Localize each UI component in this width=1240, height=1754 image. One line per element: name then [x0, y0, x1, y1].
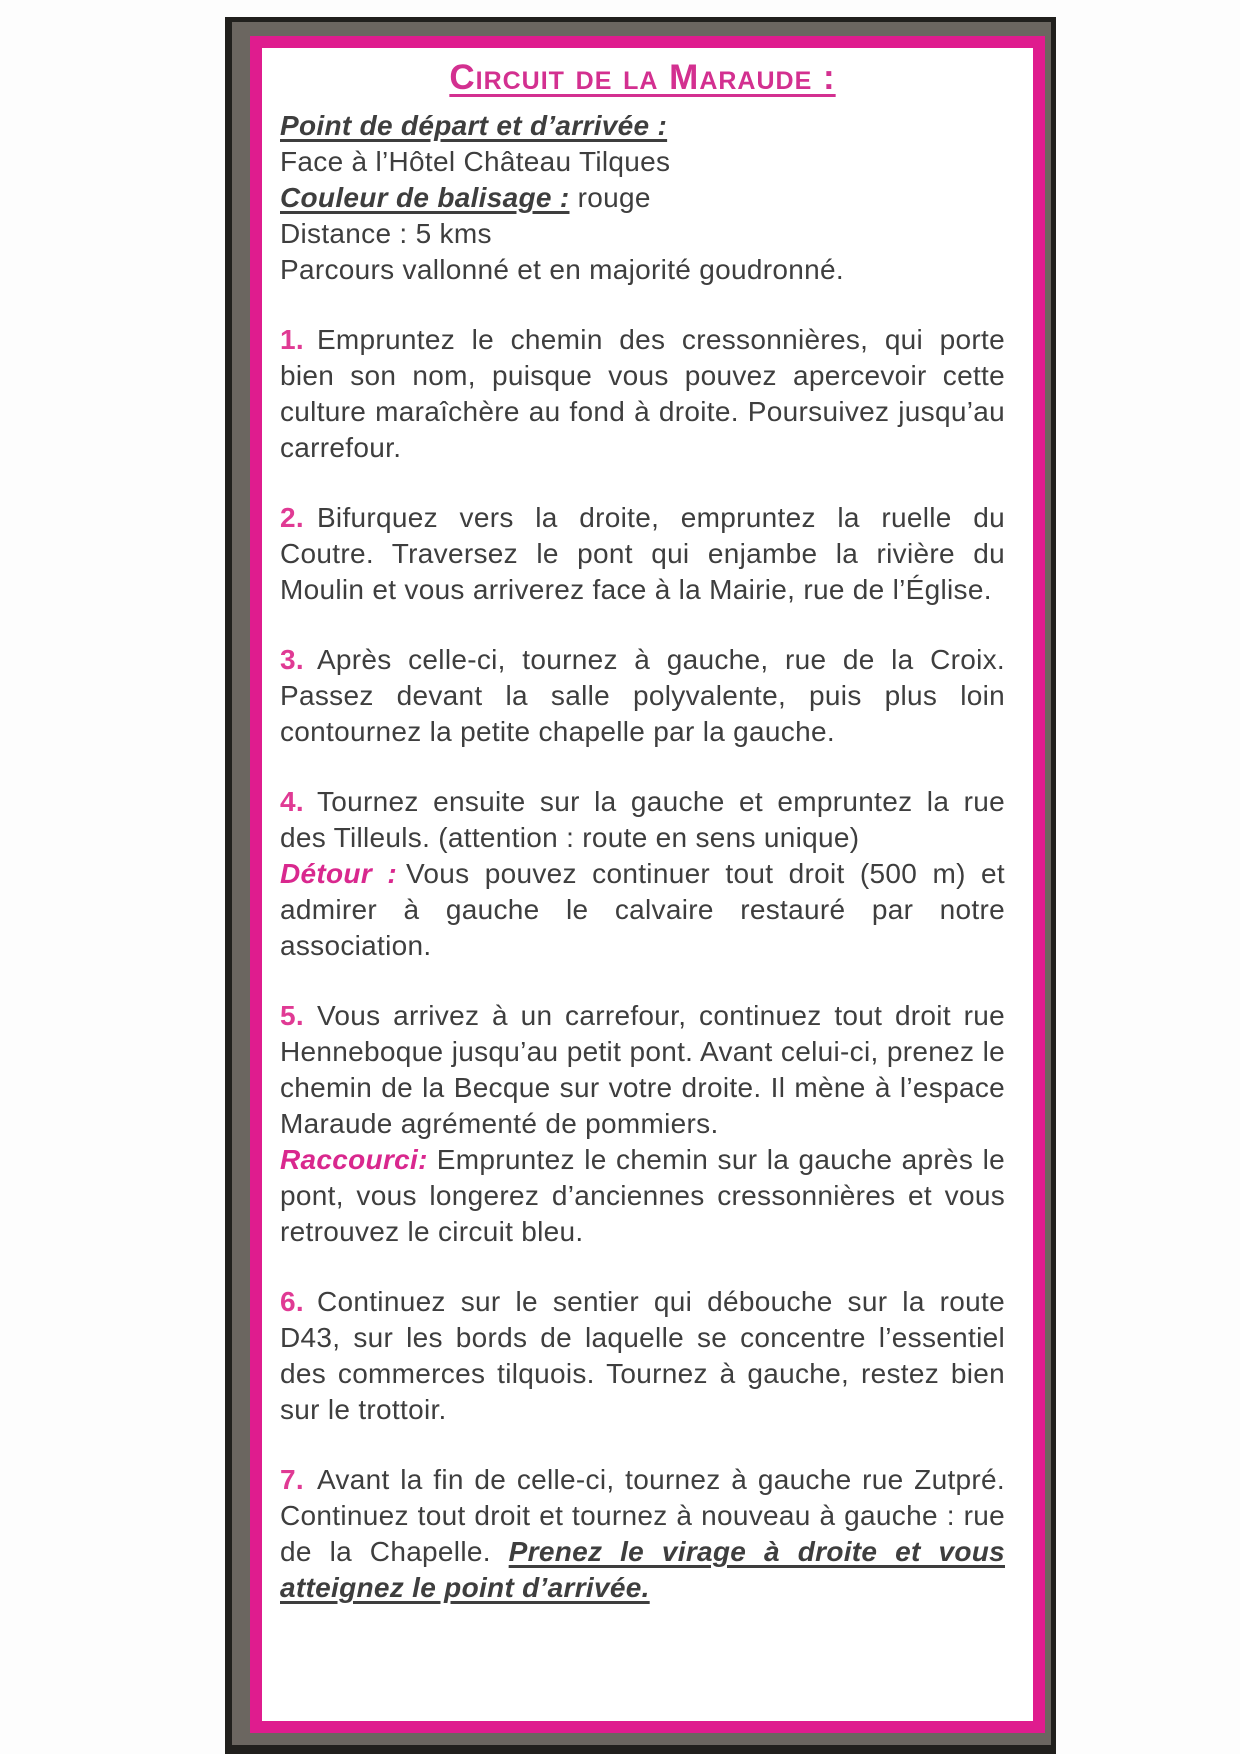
route-step-5: [280, 998, 1005, 1250]
step-text: Après celle-ci, tournez à gauche, rue de la Croix. Passez devant la salle polyvalente, puis plus loin contournez la petite chapelle par la gauche.: [280, 644, 1005, 747]
route-step-7: [280, 1462, 1005, 1606]
shortcut-note: [280, 1142, 1005, 1250]
step-number: 6.: [280, 1286, 304, 1317]
circuit-info-block: [280, 108, 1005, 288]
step-number: 1.: [280, 324, 304, 355]
detour-label: Détour :: [280, 858, 397, 889]
route-step-6: [280, 1284, 1005, 1428]
step-text: Vous arrivez à un carrefour, continuez tout droit rue Henneboque jusqu’au petit pont. Avant celui-ci, prenez le chemin de la Becque sur votre droite. Il mène à l’espace Maraude agrémenté de pommiers.: [280, 1000, 1005, 1139]
circuit-title: Circuit de la Maraude :: [449, 58, 836, 97]
route-step-1: [280, 322, 1005, 466]
terrain-line: Parcours vallonné et en majorité goudronné.: [280, 254, 844, 285]
inner-white-panel: [250, 36, 1045, 1733]
distance-line: Distance : 5 kms: [280, 218, 492, 249]
step-text: Avant la fin de celle-ci, tournez à gauche rue Zutpré. Continuez tout droit et tournez à nouveau à gauche : rue de la Chapelle.: [280, 1464, 1005, 1567]
document-frame: [225, 17, 1056, 1754]
marking-color-line: [280, 180, 1005, 216]
start-point-value: Face à l’Hôtel Château Tilques: [280, 146, 671, 177]
step-text: Tournez ensuite sur la gauche et empruntez la rue des Tilleuls. (attention : route en sens unique): [280, 786, 1005, 853]
detour-text: Vous pouvez continuer tout droit (500 m) et admirer à gauche le calvaire restauré par notre association.: [280, 858, 1005, 961]
start-point-label: Point de départ et d’arrivée :: [280, 110, 668, 141]
step-number: 4.: [280, 786, 304, 817]
step-number: 7.: [280, 1464, 304, 1495]
detour-note: [280, 856, 1005, 964]
marking-color-label: Couleur de balisage :: [280, 182, 570, 213]
marking-color-value: rouge: [577, 182, 651, 213]
step-number: 2.: [280, 502, 304, 533]
circuit-description: [262, 48, 1033, 1721]
route-step-4: [280, 784, 1005, 964]
start-point-label-line: [280, 108, 1005, 144]
route-step-3: [280, 642, 1005, 750]
step-number: 5.: [280, 1000, 304, 1031]
shortcut-label: Raccourci:: [280, 1144, 428, 1175]
shortcut-text: Empruntez le chemin sur la gauche après le pont, vous longerez d’anciennes cressonnières et vous retrouvez le circuit bleu.: [280, 1144, 1005, 1247]
step-text: Continuez sur le sentier qui débouche sur la route D43, sur les bords de laquelle se concentre l’essentiel des commerces tilquois. Tournez à gauche, restez bien sur le trottoir.: [280, 1286, 1005, 1425]
route-step-2: [280, 500, 1005, 608]
step-number: 3.: [280, 644, 304, 675]
step-text: Bifurquez vers la droite, empruntez la ruelle du Coutre. Traversez le pont qui enjambe la rivière du Moulin et vous arriverez face à la Mairie, rue de l’Église.: [280, 502, 1005, 605]
step-text: Empruntez le chemin des cressonnières, qui porte bien son nom, puisque vous pouvez apercevoir cette culture maraîchère au fond à droite. Poursuivez jusqu’au carrefour.: [280, 324, 1005, 463]
arrival-emphasis: Prenez le virage à droite et vous atteignez le point d’arrivée.: [280, 1536, 1005, 1603]
